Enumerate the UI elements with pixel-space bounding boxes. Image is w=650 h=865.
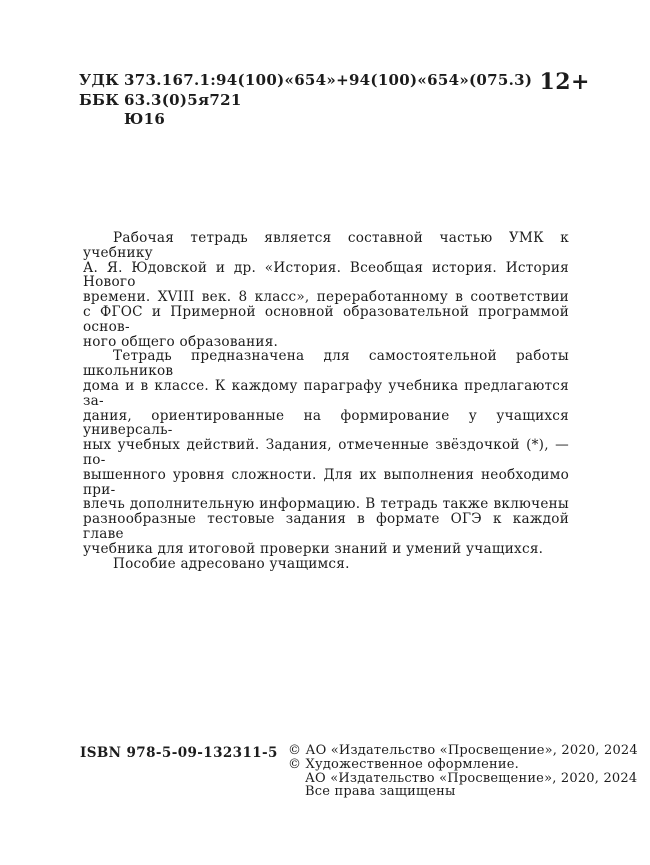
annotation-line: ных учебных действий. Задания, отмеченные звёздочкой (*), — по-	[83, 437, 569, 468]
bbk-line	[79, 91, 532, 111]
annotation-line: дания, ориентированные на формирование у учащихся универсаль-	[83, 407, 569, 439]
copyright-line: Все права защищены	[305, 784, 456, 800]
copyright-line: © Художественное оформление.	[288, 756, 519, 772]
age-rating-badge: 12+	[539, 69, 590, 95]
annotation-line: А. Я. Юдовской и др. «История. Всеобщая история. История Нового	[83, 259, 569, 291]
udk-line	[79, 71, 532, 91]
annotation-line: влечь дополнительную информацию. В тетрадь также включены	[83, 496, 569, 513]
annotation-line: учебника для итоговой проверки знаний и умений учащихся.	[83, 540, 544, 557]
annotation-line: вышенного уровня сложности. Для их выполнения необходимо при-	[83, 466, 569, 498]
annotation-line: Пособие адресовано учащимся.	[113, 555, 350, 572]
annotation-line: с ФГОС и Примерной основной образовательной программой основ-	[83, 303, 569, 335]
annotation-line: ного общего образования.	[83, 333, 279, 350]
udk-label: УДК	[79, 71, 120, 89]
copyright-line: АО «Издательство «Просвещение», 2020, 2024	[305, 770, 638, 786]
author-sign: Ю16	[124, 110, 166, 128]
annotation-line: Тетрадь предназначена для самостоятельной работы школьников	[83, 348, 569, 380]
udk-value: 373.167.1:94(100)«654»+94(100)«654»(075.3)	[124, 71, 533, 89]
annotation-line: Рабочая тетрадь является составной частью УМК к учебнику	[83, 230, 569, 261]
copyright-block	[288, 744, 638, 799]
annotation-block	[83, 231, 569, 571]
isbn: ISBN 978-5-09-132311-5	[80, 745, 278, 761]
bbk-label: ББК	[79, 90, 120, 109]
copyright-line: © АО «Издательство «Просвещение», 2020, 2024	[288, 743, 638, 758]
classification-block	[79, 71, 532, 130]
bbk-value: 63.3(0)5я721	[124, 90, 242, 109]
annotation-line: времени. XVIII век. 8 класс», переработанному в соответствии	[83, 289, 569, 306]
annotation-line: дома и в классе. К каждому параграфу учебника предлагаются за-	[83, 377, 569, 409]
annotation-line: разнообразные тестовые задания в формате ОГЭ к каждой главе	[83, 511, 569, 542]
